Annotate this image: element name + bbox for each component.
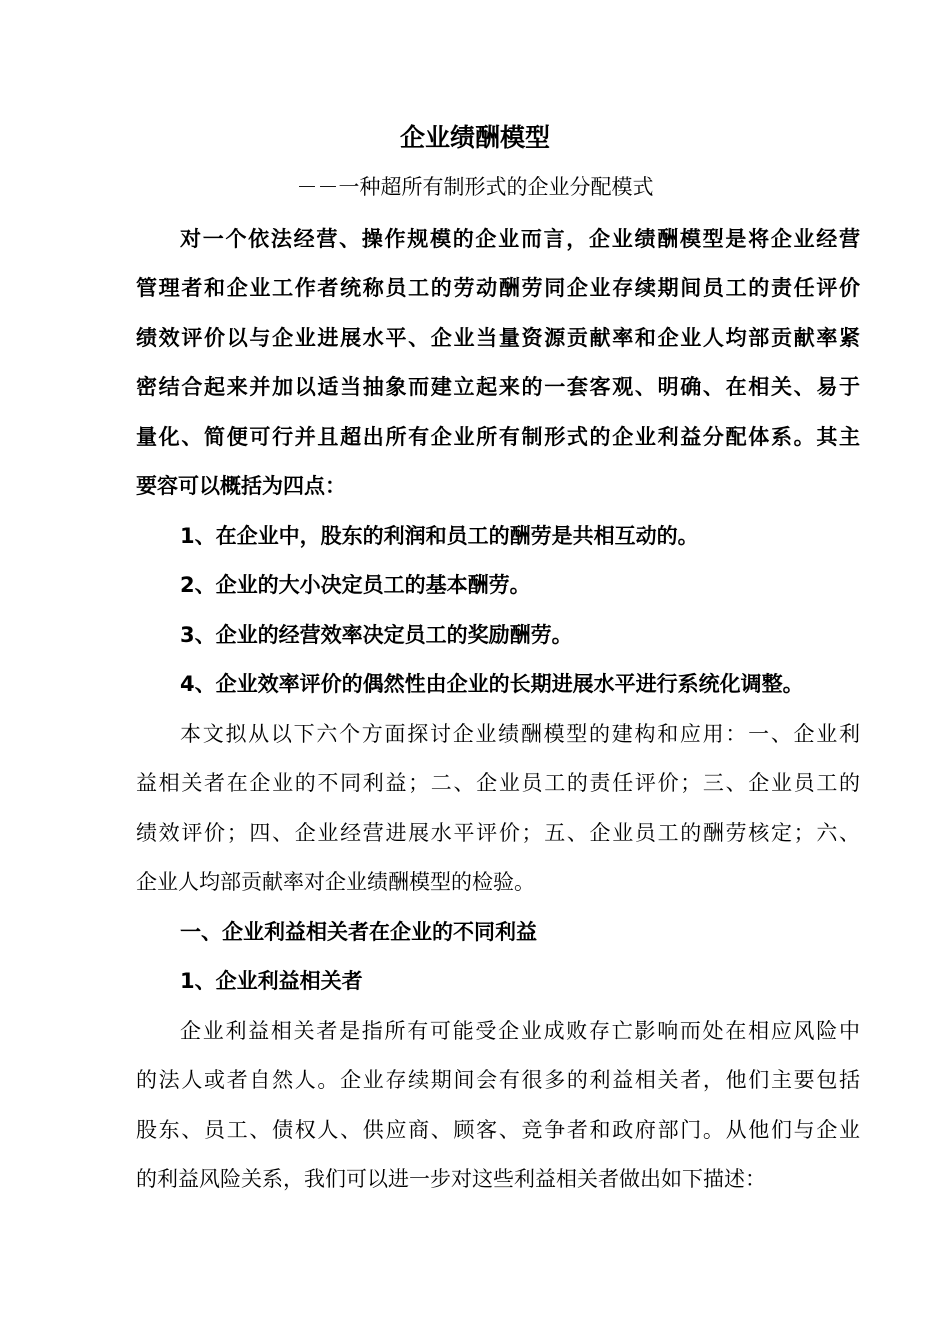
body-line: 的利益风险关系，我们可以进一步对这些利益相关者做出如下描述： bbox=[136, 1167, 766, 1191]
key-point: 3、企业的经营效率决定员工的奖励酬劳。 bbox=[180, 623, 573, 647]
key-point: 2、企业的大小决定员工的基本酬劳。 bbox=[180, 573, 531, 597]
intro-line: 量化、简便可行并且超出所有企业所有制形式的企业利益分配体系。其主 bbox=[136, 425, 860, 449]
overview-line: 企业人均部贡献率对企业绩酬模型的检验。 bbox=[136, 870, 535, 894]
key-point: 4、企业效率评价的偶然性由企业的长期进展水平进行系统化调整。 bbox=[180, 672, 804, 696]
document-subtitle: －－一种超所有制形式的企业分配模式 bbox=[296, 175, 654, 199]
overview-line: 益相关者在企业的不同利益；二、企业员工的责任评价；三、企业员工的 bbox=[136, 771, 860, 795]
overview-line: 本文拟从以下六个方面探讨企业绩酬模型的建构和应用：一、企业利 bbox=[180, 722, 860, 746]
body-line: 的法人或者自然人。企业存续期间会有很多的利益相关者，他们主要包括 bbox=[136, 1068, 860, 1092]
key-point: 1、在企业中，股东的利润和员工的酬劳是共相互动的。 bbox=[180, 524, 699, 548]
intro-line: 管理者和企业工作者统称员工的劳动酬劳同企业存续期间员工的责任评价 bbox=[136, 276, 860, 300]
document-title: 企业绩酬模型 bbox=[399, 123, 550, 152]
section-heading: 一、企业利益相关者在企业的不同利益 bbox=[180, 920, 537, 944]
body-line: 股东、员工、债权人、供应商、顾客、竞争者和政府部门。从他们与企业 bbox=[136, 1118, 860, 1142]
overview-line: 绩效评价；四、企业经营进展水平评价；五、企业员工的酬劳核定；六、 bbox=[136, 821, 860, 845]
intro-line: 对一个依法经营、操作规模的企业而言，企业绩酬模型是将企业经营 bbox=[180, 227, 860, 251]
subsection-heading: 1、企业利益相关者 bbox=[180, 969, 363, 993]
intro-line: 绩效评价以与企业进展水平、企业当量资源贡献率和企业人均部贡献率紧 bbox=[136, 326, 860, 350]
intro-line: 要容可以概括为四点： bbox=[136, 474, 346, 498]
intro-line: 密结合起来并加以适当抽象而建立起来的一套客观、明确、在相关、易于 bbox=[136, 375, 860, 399]
body-line: 企业利益相关者是指所有可能受企业成败存亡影响而处在相应风险中 bbox=[180, 1019, 860, 1043]
